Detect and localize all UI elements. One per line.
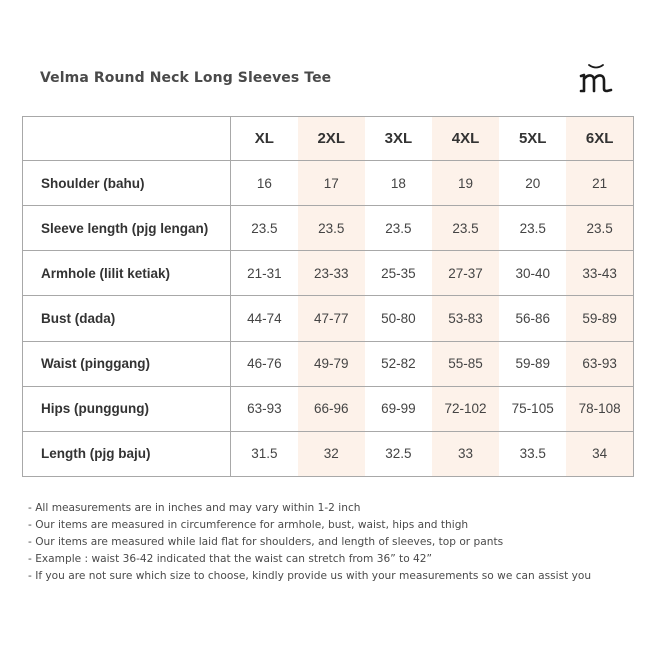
table-cell: 34	[566, 431, 633, 476]
table-cell: 30-40	[499, 251, 566, 296]
note-line: - All measurements are in inches and may vary within 1-2 inch	[28, 502, 361, 514]
table-cell: 27-37	[432, 251, 499, 296]
note-line: - Example : waist 36-42 indicated that the waist can stretch from 36” to 42”	[28, 553, 433, 565]
table-row	[23, 341, 634, 386]
table-cell: 59-89	[566, 296, 633, 341]
table-cell: 31.5	[231, 431, 298, 476]
page-title: Velma Round Neck Long Sleeves Tee	[40, 70, 332, 86]
table-cell: 49-79	[298, 341, 365, 386]
table-row	[23, 296, 634, 341]
row-label: Shoulder (bahu)	[23, 161, 231, 206]
size-header: 3XL	[365, 117, 432, 161]
table-cell: 33-43	[566, 251, 633, 296]
table-row	[23, 386, 634, 431]
table-row	[23, 431, 634, 476]
row-label: Waist (pinggang)	[23, 341, 231, 386]
table-cell: 23-33	[298, 251, 365, 296]
size-header: XL	[231, 117, 298, 161]
table-cell: 33	[432, 431, 499, 476]
table-cell: 69-99	[365, 386, 432, 431]
table-cell: 23.5	[432, 206, 499, 251]
table-cell: 19	[432, 161, 499, 206]
size-chart-table	[22, 116, 634, 477]
table-cell: 23.5	[566, 206, 633, 251]
table-cell: 25-35	[365, 251, 432, 296]
table-cell: 63-93	[566, 341, 633, 386]
note-line: - Our items are measured in circumference for armhole, bust, waist, hips and thigh	[28, 519, 469, 531]
table-cell: 78-108	[566, 386, 633, 431]
table-cell: 52-82	[365, 341, 432, 386]
table-row	[23, 161, 634, 206]
table-cell: 32	[298, 431, 365, 476]
size-header: 5XL	[499, 117, 566, 161]
table-cell: 23.5	[231, 206, 298, 251]
table-row	[23, 251, 634, 296]
measurement-notes	[28, 500, 591, 585]
corner-cell	[23, 117, 231, 161]
row-label: Bust (dada)	[23, 296, 231, 341]
table-cell: 50-80	[365, 296, 432, 341]
note-line: - Our items are measured while laid flat for shoulders, and length of sleeves, top or pants	[28, 536, 504, 548]
table-cell: 44-74	[231, 296, 298, 341]
row-label: Sleeve length (pjg lengan)	[23, 206, 231, 251]
table-cell: 18	[365, 161, 432, 206]
size-header: 2XL	[298, 117, 365, 161]
table-cell: 72-102	[432, 386, 499, 431]
table-cell: 66-96	[298, 386, 365, 431]
table-row	[23, 206, 634, 251]
row-label: Hips (punggung)	[23, 386, 231, 431]
table-cell: 17	[298, 161, 365, 206]
table-cell: 33.5	[499, 431, 566, 476]
table-cell: 63-93	[231, 386, 298, 431]
table-cell: 59-89	[499, 341, 566, 386]
table-cell: 55-85	[432, 341, 499, 386]
note-line: - If you are not sure which size to choose, kindly provide us with your measurements so we can assist you	[28, 570, 592, 582]
table-cell: 23.5	[499, 206, 566, 251]
table-cell: 21-31	[231, 251, 298, 296]
size-header: 6XL	[566, 117, 633, 161]
table-cell: 20	[499, 161, 566, 206]
table-cell: 47-77	[298, 296, 365, 341]
table-cell: 23.5	[365, 206, 432, 251]
table-cell: 56-86	[499, 296, 566, 341]
table-cell: 23.5	[298, 206, 365, 251]
table-cell: 32.5	[365, 431, 432, 476]
table-cell: 46-76	[231, 341, 298, 386]
table-cell: 16	[231, 161, 298, 206]
row-label: Length (pjg baju)	[23, 431, 231, 476]
row-label: Armhole (lilit ketiak)	[23, 251, 231, 296]
monogram-m-logo-icon	[578, 62, 614, 94]
table-cell: 53-83	[432, 296, 499, 341]
table-cell: 75-105	[499, 386, 566, 431]
header-row	[23, 117, 634, 161]
table-cell: 21	[566, 161, 633, 206]
size-header: 4XL	[432, 117, 499, 161]
